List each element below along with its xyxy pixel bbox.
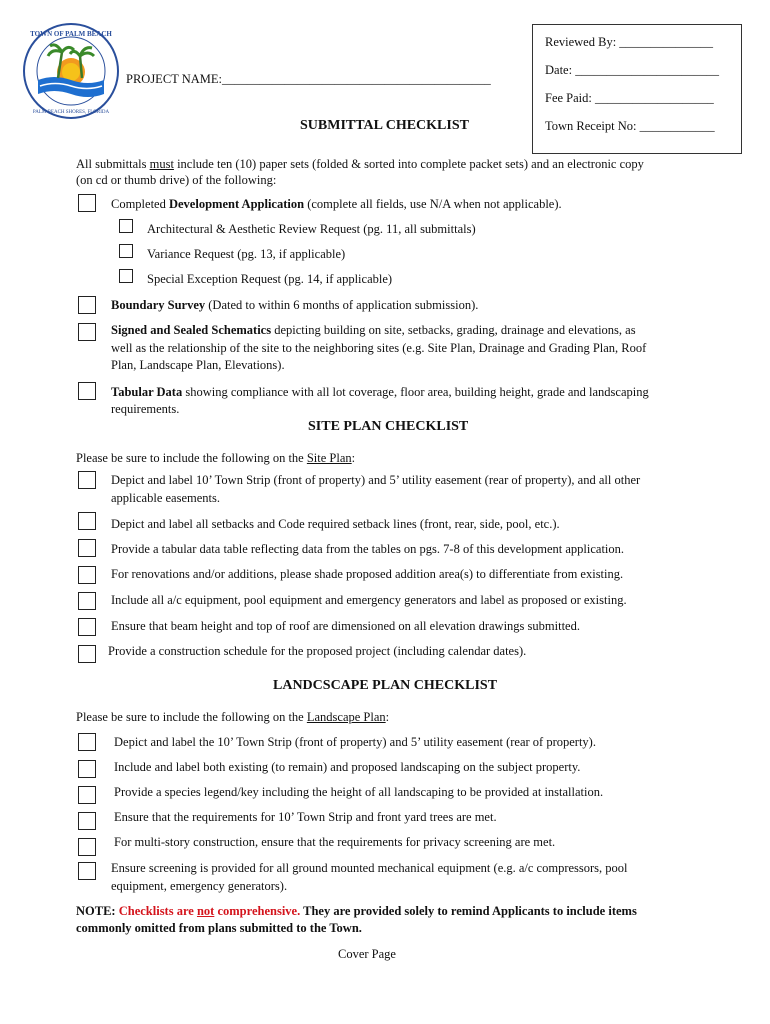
checkbox-development-application[interactable] [78, 194, 96, 212]
svg-text:PALM BEACH SHORES, FLORIDA: PALM BEACH SHORES, FLORIDA [32, 110, 110, 115]
checkbox-site-town-strip[interactable] [78, 471, 96, 489]
town-receipt-field[interactable]: Town Receipt No: ____________ [545, 119, 715, 133]
town-seal-logo [22, 22, 120, 120]
item-landscape-equipment-screening: Ensure screening is provided for all ground mounted mechanical equipment (e.g. a/c compressors, pool [111, 861, 628, 875]
checkbox-site-beam-height[interactable] [78, 618, 96, 636]
item-site-equipment: Include all a/c equipment, pool equipment and emergency generators and label as proposed or existing. [111, 593, 627, 607]
checkbox-schematics[interactable] [78, 323, 96, 341]
checkbox-landscape-town-strip[interactable] [78, 733, 96, 751]
item-schematics: Signed and Sealed Schematics depicting building on site, setbacks, grading, drainage and elevations, as [111, 323, 636, 337]
site-plan-intro: Please be sure to include the following on the Site Plan: [76, 451, 356, 465]
item-site-construction-schedule: Provide a construction schedule for the proposed project (including calendar dates). [108, 644, 527, 658]
item-boundary-survey: Boundary Survey (Dated to within 6 months of application submission). [111, 298, 479, 312]
project-name-field[interactable]: PROJECT NAME:___________________________________________ [126, 72, 491, 86]
footer-cover-page: Cover Page [338, 947, 396, 961]
item-site-setbacks: Depict and label all setbacks and Code required setback lines (front, rear, side, pool, etc.). [111, 517, 560, 531]
item-site-town-strip: Depict and label 10’ Town Strip (front of property) and 5’ utility easement (rear of property), and all other [111, 473, 641, 487]
checkbox-variance-request[interactable] [119, 244, 133, 258]
item-site-tabular-data: Provide a tabular data table reflecting data from the tables on pgs. 7-8 of this development application. [111, 542, 625, 556]
item-site-beam-height: Ensure that beam height and top of roof are dimensioned on all elevation drawings submitted. [111, 619, 580, 633]
note-text: NOTE: Checklists are not comprehensive. They are provided solely to remind Applicants to include items [76, 904, 637, 918]
submittal-intro: All submittals must include ten (10) paper sets (folded & sorted into complete packet sets) and an electronic copy [76, 157, 644, 171]
item-landscape-equipment-screening-line2: equipment, emergency generators). [111, 879, 288, 893]
item-site-town-strip-line2: applicable easements. [111, 491, 220, 505]
item-tabular-data: Tabular Data showing compliance with all lot coverage, floor area, building height, grade and landscaping [111, 385, 649, 399]
checkbox-boundary-survey[interactable] [78, 296, 96, 314]
checkbox-landscape-existing-proposed[interactable] [78, 760, 96, 778]
item-landscape-existing-proposed: Include and label both existing (to remain) and proposed landscaping on the subject property. [114, 760, 581, 774]
item-schematics-line2: well as the relationship of the site to the neighboring sites (e.g. Site Plan, Drainage and Grading Plan, Roof [111, 341, 647, 355]
checkbox-landscape-equipment-screening[interactable] [78, 862, 96, 880]
checkbox-architectural-review[interactable] [119, 219, 133, 233]
svg-text:TOWN OF PALM BEACH: TOWN OF PALM BEACH [30, 30, 112, 38]
item-landscape-front-yard-trees: Ensure that the requirements for 10’ Town Strip and front yard trees are met. [114, 810, 497, 824]
submittal-intro-line2: (on cd or thumb drive) of the following: [76, 173, 277, 187]
checkbox-site-equipment[interactable] [78, 592, 96, 610]
checkbox-site-construction-schedule[interactable] [78, 645, 96, 663]
note-text-line2: commonly omitted from plans submitted to the Town. [76, 921, 362, 935]
item-development-application: Completed Development Application (complete all fields, use N/A when not applicable). [111, 197, 562, 211]
item-schematics-line3: Plan, Landscape Plan, Elevations). [111, 358, 285, 372]
item-landscape-privacy-screening: For multi-story construction, ensure that the requirements for privacy screening are met. [114, 835, 556, 849]
date-field[interactable]: Date: _______________________ [545, 63, 719, 77]
item-architectural-review: Architectural & Aesthetic Review Request (pg. 11, all submittals) [147, 222, 476, 236]
landscape-intro: Please be sure to include the following on the Landscape Plan: [76, 710, 390, 724]
item-variance-request: Variance Request (pg. 13, if applicable) [147, 247, 346, 261]
item-site-renovations: For renovations and/or additions, please shade proposed addition area(s) to differentiate from existing. [111, 567, 624, 581]
reviewed-by-field[interactable]: Reviewed By: _______________ [545, 35, 714, 49]
checkbox-landscape-privacy-screening[interactable] [78, 838, 96, 856]
checkbox-landscape-front-yard-trees[interactable] [78, 812, 96, 830]
checkbox-site-setbacks[interactable] [78, 512, 96, 530]
checkbox-tabular-data[interactable] [78, 382, 96, 400]
item-landscape-species-legend: Provide a species legend/key including the height of all landscaping to be provided at installation. [114, 785, 604, 799]
site-plan-checklist-title: SITE PLAN CHECKLIST [308, 419, 469, 434]
submittal-checklist-title: SUBMITTAL CHECKLIST [300, 118, 469, 133]
landscape-checklist-title: LANDCSCAPE PLAN CHECKLIST [273, 678, 498, 693]
item-landscape-town-strip: Depict and label the 10’ Town Strip (front of property) and 5’ utility easement (rear of property). [114, 735, 596, 749]
checkbox-special-exception[interactable] [119, 269, 133, 283]
checkbox-site-tabular-data[interactable] [78, 539, 96, 557]
checkbox-site-renovations[interactable] [78, 566, 96, 584]
checkbox-landscape-species-legend[interactable] [78, 786, 96, 804]
fee-paid-field[interactable]: Fee Paid: ___________________ [545, 91, 714, 105]
review-box [532, 24, 742, 154]
item-special-exception: Special Exception Request (pg. 14, if applicable) [147, 272, 393, 286]
item-tabular-data-line2: requirements. [111, 402, 180, 416]
